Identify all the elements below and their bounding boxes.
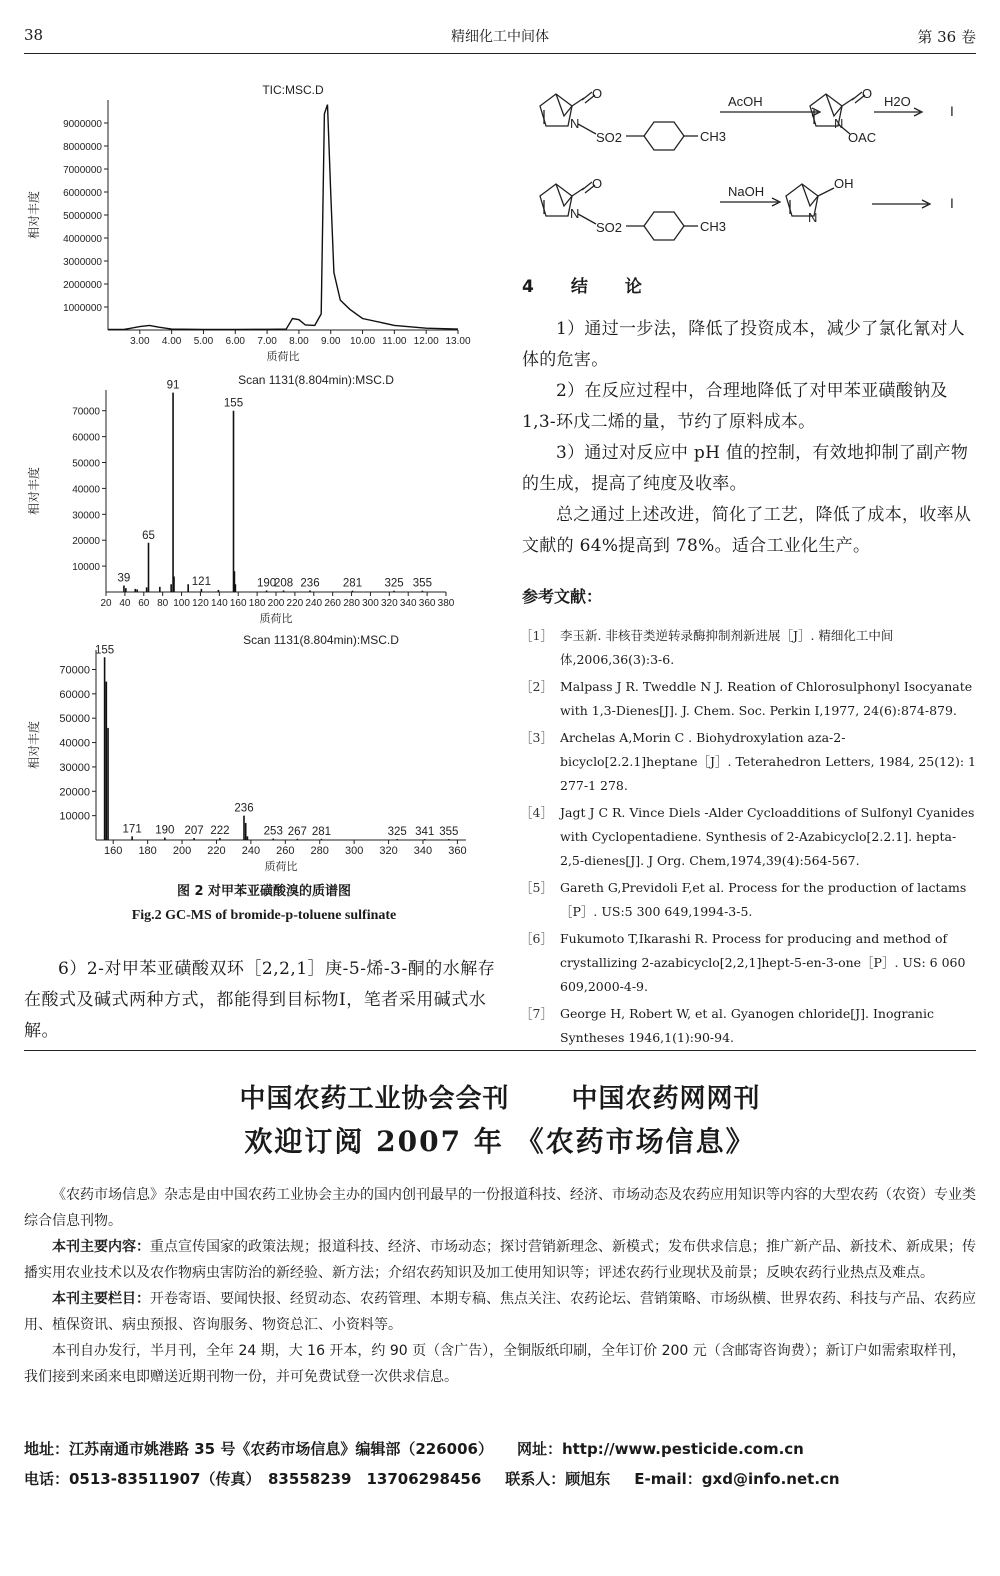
y-tick-label: 50000 [59,713,90,726]
y-tick-label: 6000000 [63,188,102,199]
y-tick-label: 20000 [72,536,100,548]
scheme-oh-label: OH [834,176,854,191]
x-axis-label: 质荷比 [264,861,298,872]
reference-number: ［1］ [520,628,553,643]
reference-text: Malpass J R. Tweddle N J. Reation of Chlorosulphonyl Isocyanate with 1,3-Dienes[J]. J. Chem. Soc. Perkin I,1977, 24(6):874-879. [560,679,973,718]
scheme-o-label-2: O [862,86,873,101]
x-tick-label: 340 [399,598,417,609]
peak-label: 190 [256,577,277,590]
peak-label: 190 [155,824,175,837]
peak-label: 121 [191,575,211,588]
ad-headline-part-b: 中国农药网网刊 [571,1084,761,1114]
y-tick-label: 10000 [72,562,100,574]
ad-subscription: 本刊自办发行，半月刊，全年 24 期，大 16 开本，约 90 页（含广告），全铜版纸印刷，全年订价 200 元（含邮寄咨询费）；新订户如需索取样刊，我们接到来函来电即赠送近期刊物一份，并可免费试登一次供求信息。 [24,1343,966,1385]
figure-caption-en: Fig.2 GC-MS of bromide-p-toluene sulfinate [131,908,397,923]
y-tick-label: 1000000 [63,303,102,314]
contact-email: E-mail：gxd@info.net.cn [634,1470,840,1488]
reference-item [520,624,977,672]
y-tick-label: 5000000 [63,211,102,222]
conclusion-item: 3）通过对反应中 pH 值的控制，有效地抑制了副产物的生成，提高了纯度及收率。 [522,443,969,494]
ad-columns-label: 本刊主要栏目： [52,1291,150,1307]
x-tick-label: 12.00 [413,336,439,347]
x-tick-label: 140 [210,598,228,609]
peak-label: 171 [122,823,142,836]
x-tick-label: 260 [324,598,342,609]
conclusion-item: 2）在反应过程中，合理地降低了对甲苯亚磺酸钠及 1,3-环戊二烯的量，节约了原料成本。 [522,381,948,432]
scheme-reagent-naoh: NaOH [728,184,765,199]
reference-item [520,726,977,798]
scheme-ch3-label-2: CH3 [700,219,727,234]
peak-label: 155 [95,644,115,657]
x-tick-label: 320 [380,598,398,609]
x-tick-label: 3.00 [130,336,150,347]
x-tick-label: 6.00 [225,336,246,347]
conclusion-summary: 总之通过上述改进，简化了工艺，降低了成本，收率从文献的 64%提高到 78%。适合工业化生产。 [522,505,972,556]
x-tick-label: 280 [343,598,360,609]
reference-text: George H, Robert W, et al. Gyanogen chloride[J]. Inogranic Syntheses 1946,1(1):90-94. [560,1006,934,1045]
reference-number: ［4］ [520,805,553,820]
peak-label: 341 [415,826,435,839]
x-tick-label: 300 [344,845,364,857]
ad-content-label: 本刊主要内容： [52,1239,150,1255]
y-tick-label: 8000000 [63,142,102,153]
y-tick-label: 30000 [59,761,90,774]
x-tick-label: 180 [248,598,266,609]
y-tick-label: 70000 [59,664,90,677]
peak-label: 355 [412,577,432,590]
reference-number: ［6］ [520,931,553,946]
peak-label: 281 [342,577,363,590]
x-tick-label: 160 [229,598,247,609]
figure-caption-cn: 图 2 对甲苯亚磺酸溴的质谱图 [176,884,352,899]
y-tick-label: 20000 [59,786,90,799]
scheme-target-2: Ⅰ [950,196,954,211]
contact-address: 地址：江苏南通市姚港路 35 号《农药市场信息》编辑部（226006） [24,1440,493,1458]
page-number: 38 [24,26,44,44]
peak-label: 65 [142,529,155,542]
reference-text: Fukumoto T,Ikarashi R. Process for producing and method of crystallizing 2-azabicyclo[2,2,1]hept-5-en-3-one［P］. US: 6 060 609,2000-4-9. [560,931,966,994]
x-tick-label: 180 [138,845,157,857]
peak-label: 208 [273,577,294,590]
peak-label: 267 [287,825,307,838]
x-tick-label: 120 [192,598,209,609]
conclusion-item: 1）通过一步法，降低了投资成本，减少了氯化氰对人体的危害。 [522,319,966,370]
ad-subheadline: 欢迎订阅 2007 年 《农药市场信息》 [244,1125,756,1158]
x-tick-label: 100 [173,598,190,609]
reaction-schemes-svg [522,84,978,254]
y-tick-label: 40000 [72,484,100,496]
scheme-n-label-4: N [808,210,818,225]
x-tick-label: 9.00 [320,336,341,347]
journal-title: 精细化工中间体 [451,29,549,45]
scheme-reagent-h2o: H2O [884,94,911,109]
ad-columns-text: 开卷寄语、要闻快报、经贸动态、农药管理、本期专稿、焦点关注、农药论坛、营销策略、市场纵横、世界农药、科技与产品、农药应用、植保资讯、病虫预报、咨询服务、物资总汇、小资料等。 [24,1291,976,1333]
y-tick-label: 2000000 [63,280,102,291]
section-divider [24,1050,976,1051]
reference-number: ［5］ [520,880,553,895]
x-tick-label: 340 [413,845,433,857]
reference-item [520,927,977,999]
y-tick-label: 60000 [59,688,90,701]
reference-text: 李玉新. 非核苷类逆转录酶抑制剂新进展［J］. 精细化工中间体,2006,36(3):3-6. [560,628,894,667]
peak-label: 355 [439,826,459,839]
scheme-reagent-acoh: AcOH [728,94,763,109]
scheme-n-label-2: N [834,116,844,131]
scheme-n-label-3: N [570,206,580,221]
volume-label: 第 36 卷 [917,28,976,46]
reference-text: Archelas A,Morin C . Biohydroxylation aza-2-bicyclo[2.2.1]heptane［J］. Teterahedron Letters, 1984, 25(12): 1 277-1 278. [560,730,977,793]
x-tick-label: 200 [267,598,285,609]
scheme-so2-label-1: SO2 [596,130,623,145]
x-tick-label: 220 [286,598,304,609]
y-tick-label: 40000 [59,737,90,750]
x-tick-label: 60 [138,598,150,609]
x-tick-label: 13.00 [445,336,471,347]
x-tick-label: 360 [448,845,467,857]
x-tick-label: 240 [305,598,323,609]
peak-label: 222 [210,825,230,838]
x-tick-label: 360 [418,598,436,609]
x-tick-label: 260 [276,845,295,857]
x-tick-label: 380 [437,598,455,609]
mass-spectrum-zoom [24,632,504,876]
mass-spectrum-full [24,370,504,632]
ad-content-text: 重点宣传国家的政策法规；报道科技、经济、市场动态；探讨营销新理念、新模式；发布供求信息；推广新产品、新技术、新成果；传播实用农业技术以及农作物病虫害防治的新经验、新方法；介绍农药知识及加工使用知识等；评述农药行业现状及前景；反映农药行业热点及难点。 [24,1239,976,1281]
x-tick-label: 11.00 [382,336,407,347]
ad-content-paragraph [24,1234,976,1286]
x-tick-label: 40 [119,598,131,609]
y-tick-label: 4000000 [63,234,102,245]
peak-label: 39 [117,572,131,585]
ad-intro: 《农药市场信息》杂志是由中国农药工业协会主办的国内创刊最早的一份报道科技、经济、市场动态及农药应用知识等内容的大型农药（农资）专业类综合信息刊物。 [24,1187,976,1229]
scheme-o-label-1: O [592,86,603,101]
y-axis-label: 相对丰度 [27,720,41,770]
ad-columns-paragraph [24,1286,976,1338]
x-tick-label: 4.00 [161,336,182,347]
paragraph-6: 6）2-对甲苯亚磺酸双环［2,2,1］庚-5-烯-3-酮的水解存在酸式及碱式两种方式，都能得到目标物Ⅰ，笔者采用碱式水解。 [24,959,496,1041]
scheme-n-label-1: N [570,116,580,131]
peak-label: 91 [166,379,180,392]
peak-label: 325 [384,577,404,590]
scheme-target-1: Ⅰ [950,104,954,119]
y-tick-label: 9000000 [63,119,102,130]
contact-info [24,1434,976,1494]
reference-text: Gareth G,Previdoli F,et al. Process for the production of lactams［P］. US:5 300 649,1994-3-5. [560,880,967,919]
x-tick-label: 280 [310,845,329,857]
reaction-schemes [522,84,978,258]
contact-phone: 电话：0513-83511907（传真） 83558239 13706298456 [24,1470,482,1488]
contact-person: 联系人：顾旭东 [505,1470,611,1488]
scheme-so2-label-2: SO2 [596,220,623,235]
peak-label: 253 [263,825,283,838]
x-tick-label: 10.00 [350,336,376,347]
x-tick-label: 200 [172,845,192,857]
chart-title: Scan 1131(8.804min):MSC.D [238,373,394,387]
reference-number: ［7］ [520,1006,553,1021]
x-tick-label: 240 [241,845,261,857]
conclusion-heading: 4 结 论 [522,277,652,297]
contact-website: 网址：http://www.pesticide.com.cn [516,1440,804,1458]
x-axis-label: 质荷比 [259,613,293,625]
y-tick-label: 70000 [72,406,100,418]
y-axis-label: 相对丰度 [27,466,41,516]
y-tick-label: 50000 [72,458,100,470]
mass-spectrum-full-svg [24,370,504,628]
x-tick-label: 20 [100,598,112,609]
reference-number: ［3］ [520,730,553,745]
x-tick-label: 80 [157,598,169,609]
scheme-ch3-label-1: CH3 [700,129,727,144]
ad-headline-part-a: 中国农药工业协会会刊 [239,1084,510,1114]
scheme-oac-label: OAC [848,130,877,145]
peak-label: 236 [234,802,254,815]
peak-label: 155 [223,397,244,410]
tic-chart [24,78,504,372]
y-tick-label: 10000 [59,810,90,823]
running-header [24,26,976,54]
reference-item [520,675,977,723]
x-axis-label: 质荷比 [266,351,300,363]
conclusion-body [522,314,977,562]
reference-number: ［2］ [520,679,553,694]
reference-item [520,1002,977,1050]
y-tick-label: 3000000 [63,257,102,268]
peak-label: 325 [387,826,407,839]
x-tick-label: 160 [104,845,123,857]
references-list [520,624,977,1053]
y-axis-label: 相对丰度 [27,190,41,240]
y-tick-label: 60000 [72,432,100,444]
references-heading: 参考文献： [522,587,603,606]
peak-label: 281 [311,825,332,838]
ad-body [24,1182,976,1390]
chart-title: Scan 1131(8.804min):MSC.D [243,633,399,647]
chart-title: TIC:MSC.D [262,83,324,97]
mass-spectrum-zoom-svg [24,632,504,872]
tic-chart-svg [24,78,504,368]
x-tick-label: 7.00 [257,336,277,347]
x-tick-label: 220 [207,845,226,857]
x-tick-label: 320 [379,845,398,857]
reference-item [520,876,977,924]
ad-headline [24,1078,976,1115]
scheme-o-label-3: O [592,176,603,191]
reference-item [520,801,977,873]
x-tick-label: 300 [362,598,379,609]
x-tick-label: 5.00 [193,336,214,347]
tic-series-line [108,105,458,330]
y-tick-label: 7000000 [63,165,102,176]
peak-label: 236 [300,577,320,590]
x-tick-label: 8.00 [289,336,309,347]
reference-text: Jagt J C R. Vince Diels -Alder Cycloadditions of Sulfonyl Cyanides with Cyclopentadiene. Synthesis of 2-Azabicyclo[2.2.1]. hepta-2,5-dienes[J]. J Org. Chem,1974,39(4):564-567. [560,805,975,868]
peak-label: 207 [184,825,204,838]
y-tick-label: 30000 [72,510,100,522]
